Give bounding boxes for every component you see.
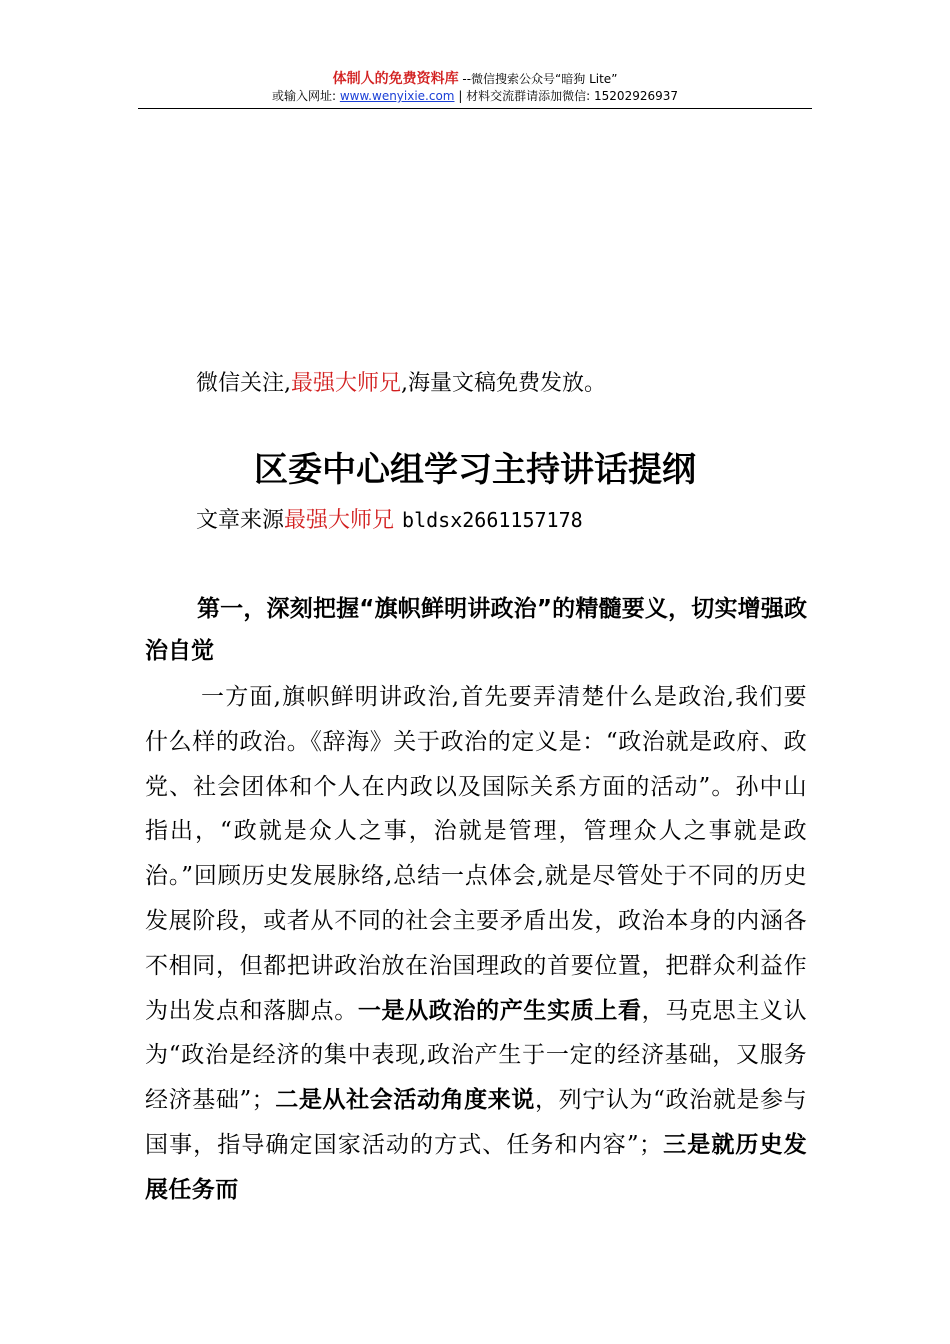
document-header (138, 70, 812, 105)
source-prefix: 文章来源 (196, 508, 285, 533)
paragraph-bold-point: 三是就历史发展任务而 (145, 1131, 807, 1203)
header-line-1 (138, 70, 812, 88)
source-id: bldsx2661157178 (402, 508, 583, 532)
page-title: 区委中心组学习主持讲话提纲 (254, 450, 696, 490)
paragraph-bold-point: 一是从政治的产生实质上看 (357, 997, 642, 1024)
promo-suffix: ,海量文稿免费发放。 (401, 371, 607, 396)
paragraph-text: ，马克思主义认为“政治是经济的集中表现,政治产生于一定的经济基础，又服务经济基础”； (145, 997, 807, 1114)
source-line (196, 502, 583, 539)
body-paragraph (145, 675, 807, 1213)
promo-line (196, 366, 606, 402)
header-url-prefix: 或输入网址: (271, 89, 340, 103)
header-contact: | 材料交流群请添加微信: 15202926937 (454, 89, 679, 103)
source-highlight: 最强大师兄 (284, 508, 395, 533)
header-slogan: --微信搜索公众号“暗狗 Lite” (458, 72, 618, 86)
paragraph-text: 一方面,旗帜鲜明讲政治,首先要弄清楚什么是政治,我们要什么样的政治。《辞海》关于政治的定义是：“政治就是政府、政党、社会团体和个人在内政以及国际关系方面的活动”。孙中山指出，“政就是众人之事，治就是管理，管理众人之事就是政治。”回顾历史发展脉络,总结一点体会,就是尽管处于不同的历史发展阶段，或者从不同的社会主要矛盾出发，政治本身的内涵各不相同，但都把讲政治放在治国理政的首要位置，把群众利益作为出发点和落脚点。 (145, 684, 807, 1024)
promo-prefix: 微信关注, (196, 371, 291, 396)
header-brand: 体制人的免费资料库 (332, 71, 459, 87)
section-heading: 第一，深刻把握“旗帜鲜明讲政治”的精髓要义，切实增强政治自觉 (145, 596, 807, 664)
header-divider (138, 108, 812, 109)
paragraph-bold-point: 二是从社会活动角度来说 (275, 1087, 536, 1114)
header-line-2 (138, 88, 812, 105)
paragraph-text: ，列宁认为“政治就是参与国事，指导确定国家活动的方式、任务和内容”； (145, 1087, 807, 1158)
header-website-link[interactable]: www.wenyixie.com (339, 89, 455, 103)
promo-highlight: 最强大师兄 (291, 371, 402, 396)
